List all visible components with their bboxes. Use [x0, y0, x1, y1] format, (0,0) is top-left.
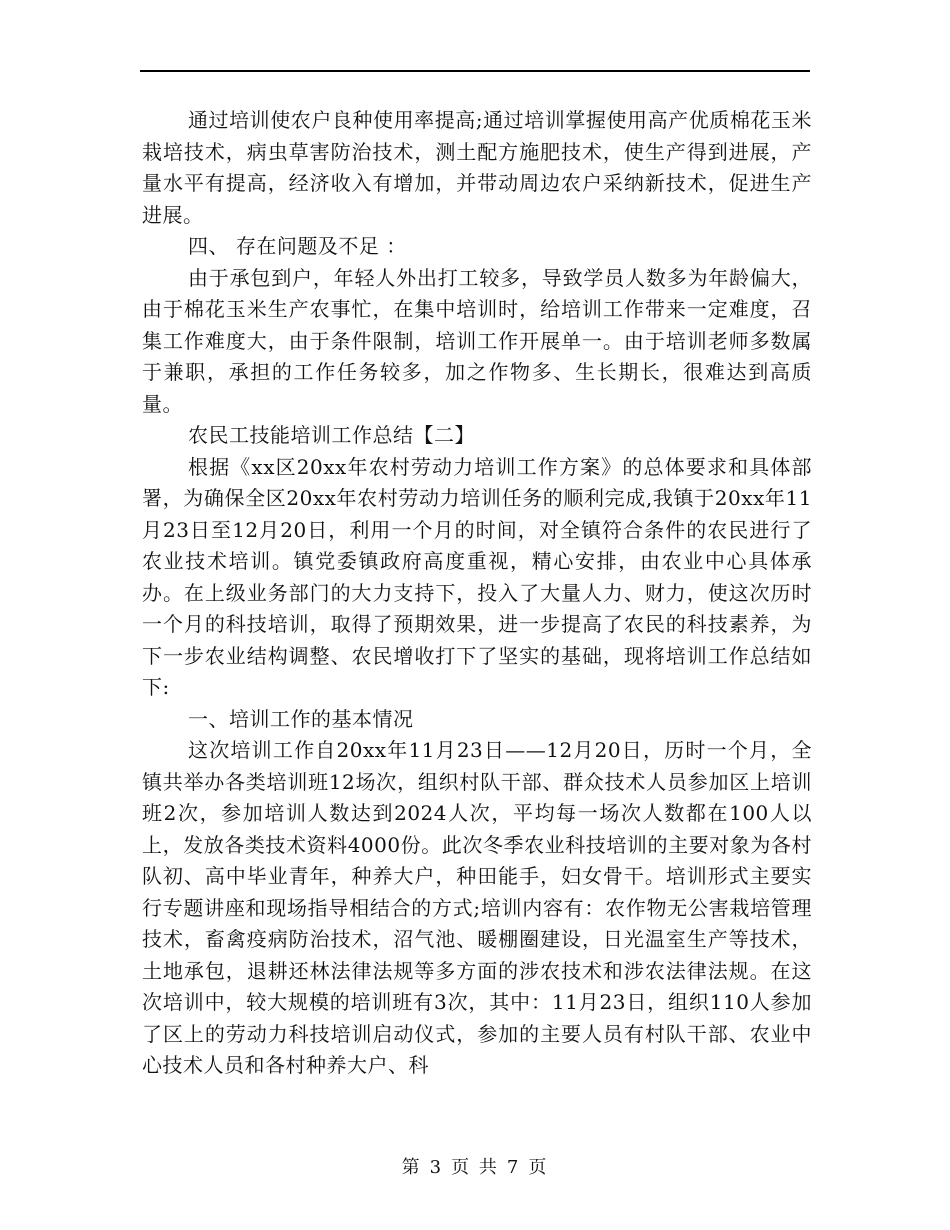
total-pages: 7 — [506, 1157, 521, 1178]
page-number: 3 — [429, 1157, 444, 1178]
document-subtitle: 农民工技能培训工作总结【二】 — [188, 423, 475, 447]
section-heading: 一、培训工作的基本情况 — [188, 706, 414, 731]
page-label-mid: 页 共 — [451, 1157, 499, 1178]
document-body — [142, 105, 812, 1082]
section-heading: 四、 存在问题及不足 ： — [188, 234, 407, 258]
paragraph: 通过培训使农户良种使用率提高;通过培训掌握使用高产优质棉花玉米栽培技术，病虫草害防治技术，测土配方施肥技术，使生产得到进展，产量水平有提高，经济收入有增加，并带动周边农户采纳新技术，促进生产进展。 — [142, 108, 812, 227]
paragraph: 这次培训工作自20xx年11月23日——12月20日，历时一个月，全镇共举办各类培训班12场次，组织村队干部、群众技术人员参加区上培训班2次，参加培训人数达到2024人次，平均每一场次人数都在100人以上，发放各类技术资料4000份。此次冬季农业科技培训的主要对象为各村队初、高中毕业青年，种养大户，种田能手，妇女骨干。培训形式主要实行专题讲座和现场指导相结合的方式;培训内容有：农作物无公害栽培管理技术，畜禽疫病防治技术，沼气池、暖棚圈建设，日光温室生产等技术，土地承包，退耕还林法律法规等多方面的涉农技术和涉农法律法规。在这次培训中，较大规模的培训班有3次，其中：11月23日，组织110人参加了区上的劳动力科技培训启动仪式，参加的主要人员有村队干部、农业中心技术人员和各村种养大户、科 — [142, 738, 812, 1077]
page-label-suffix: 页 — [528, 1157, 549, 1178]
paragraph: 由于承包到户，年轻人外出打工较多，导致学员人数多为年龄偏大，由于棉花玉米生产农事忙，在集中培训时，给培训工作带来一定难度，召集工作难度大，由于条件限制，培训工作开展单一。由于培训老师多数属于兼职，承担的工作任务较多，加之作物多、生长期长，很难达到高质量。 — [142, 265, 812, 416]
header-rule — [140, 70, 810, 72]
page-footer — [0, 1153, 950, 1179]
paragraph: 根据《xx区20xx年农村劳动力培训工作方案》的总体要求和具体部署，为确保全区20xx年农村劳动力培训任务的顺利完成,我镇于20xx年11月23日至12月20日，利用一个月的时间，对全镇符合条件的农民进行了农业技术培训。镇党委镇政府高度重视，精心安排，由农业中心具体承办。在上级业务部门的大力支持下，投入了大量人力、财力，使这次历时一个月的科技培训，取得了预期效果，进一步提高了农民的科技素养，为下一步农业结构调整、农民增收打下了坚实的基础，现将培训工作总结如下: — [142, 454, 812, 699]
page-label-prefix: 第 — [401, 1157, 422, 1178]
